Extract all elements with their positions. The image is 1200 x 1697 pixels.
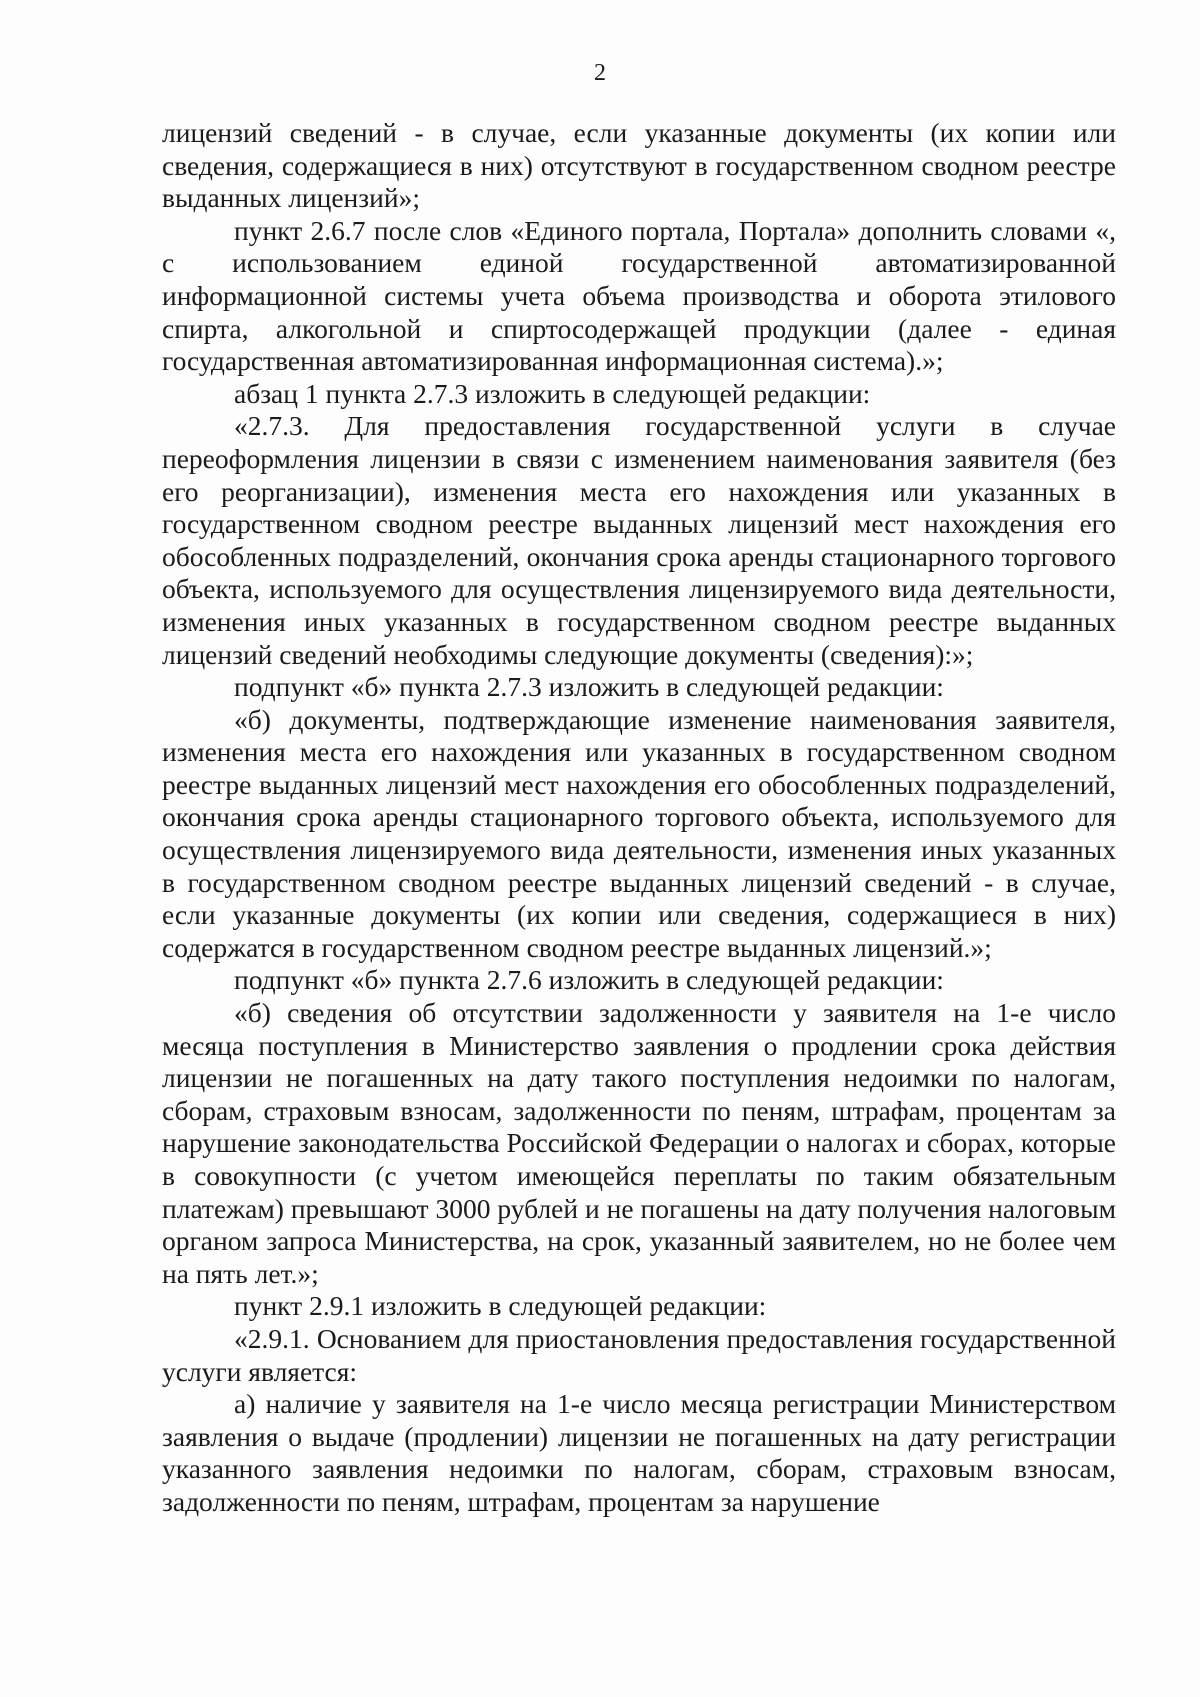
paragraph-text-2-9-1-a: а) наличие у заявителя на 1-е число месяца регистрации Министерством заявления о выдаче (продлении) лицензии не погашенных на дату регистрации указанного заявления недоимки по налогам, сборам, страховым взносам, задолженности по пеням, штрафам, процентам за нарушение	[162, 1388, 1116, 1517]
paragraph-text-2-7-6-b: «б) сведения об отсутствии задолженности у заявителя на 1-е число месяца поступления в Министерство заявления о продлении срока действия лицензии не погашенных на дату такого поступления недоимки по налогам, сборам, страховым взносам, задолженности по пеням, штрафам, процентам за нарушение законодательства Российской Федерации о налогах и сборах, которые в совокупности (с учетом имеющейся переплаты по таким обязательным платежам) превышают 3000 рублей и не погашены на дату получения налоговым органом запроса Министерства, на срок, указанный заявителем, но не более чем на пять лет.»;	[162, 997, 1116, 1289]
paragraph-instruction-2-7-3-b: подпункт «б» пункта 2.7.3 изложить в следующей редакции:	[234, 671, 944, 703]
paragraph-continuation: лицензий сведений - в случае, если указанные документы (их копии или сведения, содержащиеся в них) отсутствуют в государственном сводном реестре выданных лицензий»;	[162, 117, 1116, 214]
paragraph-instruction-2-7-3: абзац 1 пункта 2.7.3 изложить в следующей редакции:	[234, 377, 871, 409]
paragraph-text-2-7-3: «2.7.3. Для предоставления государственной услуги в случае переоформления лицензии в связи с изменением наименования заявителя (без его реорганизации), изменения места его нахождения или указанных в государственном сводном реестре выданных лицензий мест нахождения его обособленных подразделений, окончания срока аренды стационарного торгового объекта, используемого для осуществления лицензируемого вида деятельности, изменения иных указанных в государственном сводном реестре выданных лицензий сведений необходимы следующие документы (сведения):»;	[162, 410, 1116, 670]
document-body	[162, 117, 1116, 1519]
page-number: 2	[594, 60, 606, 86]
paragraph-item-2-6-7: пункт 2.6.7 после слов «Единого портала, Портала» дополнить словами «, с использованием единой государственной автоматизированной информационной системы учета объема производства и оборота этилового спирта, алкогольной и спиртосодержащей продукции (далее - единая государственная автоматизированная информационная система).»;	[162, 214, 1116, 377]
paragraph-text-2-7-3-b: «б) документы, подтверждающие изменение наименования заявителя, изменения места его нахождения или указанных в государственном сводном реестре выданных лицензий мест нахождения его обособленных подразделений, окончания срока аренды стационарного торгового объекта, используемого для осуществления лицензируемого вида деятельности, изменения иных указанных в государственном сводном реестре выданных лицензий сведений - в случае, если указанные документы (их копии или сведения, содержащиеся в них) содержатся в государственном сводном реестре выданных лицензий.»;	[162, 703, 1116, 963]
paragraph-instruction-2-7-6-b: подпункт «б» пункта 2.7.6 изложить в следующей редакции:	[234, 964, 944, 996]
paragraph-text-2-9-1: «2.9.1. Основанием для приостановления предоставления государственной услуги является:	[162, 1322, 1116, 1387]
paragraph-instruction-2-9-1: пункт 2.9.1 изложить в следующей редакции:	[234, 1290, 767, 1322]
